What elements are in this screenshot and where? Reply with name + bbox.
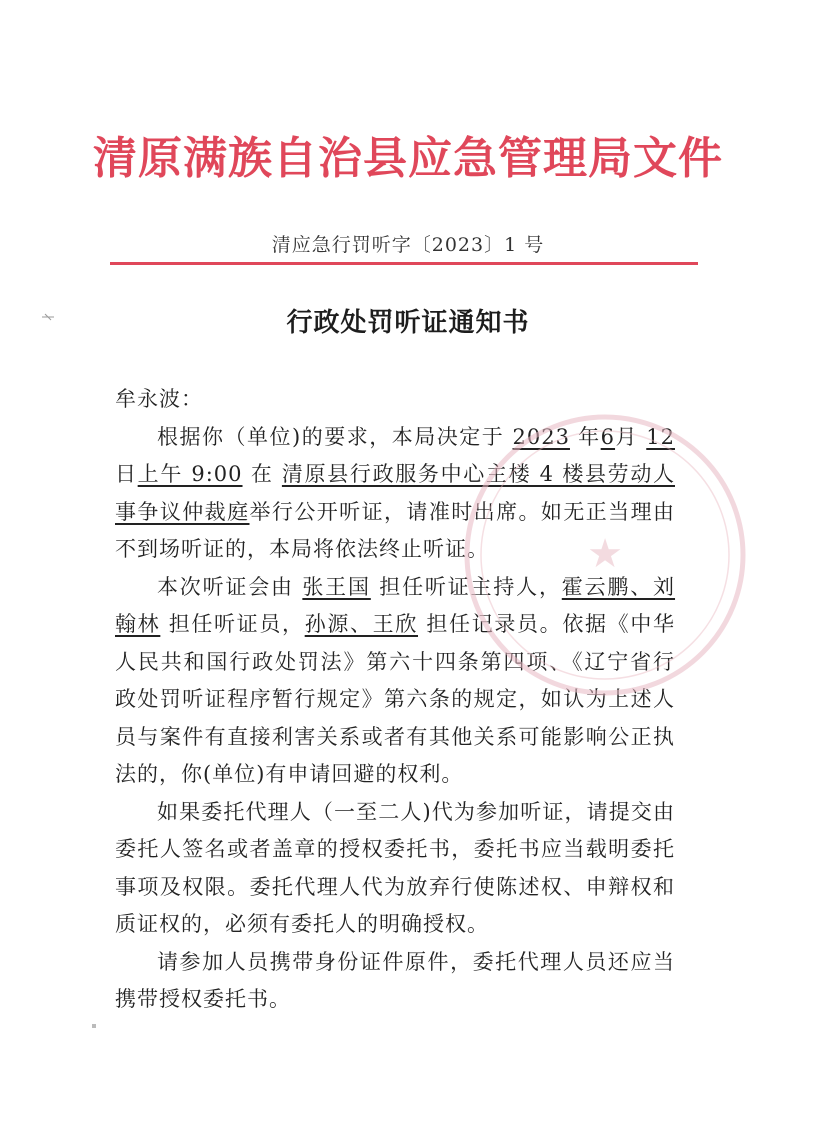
hearing-place: 清原县行政服务中心主楼 4 楼县劳动人事争议仲裁庭 — [115, 462, 675, 524]
addressee: 牟永波： — [115, 387, 203, 411]
p1-text-2: 年 — [578, 424, 601, 449]
document-title: 行政处罚听证通知书 — [286, 308, 530, 338]
hearing-year: 2023 — [512, 424, 570, 449]
p1-text-5: 在 — [250, 462, 274, 486]
p1-text-4: 日 — [115, 462, 138, 486]
hearing-day: 12 — [646, 424, 675, 449]
paragraph-documents-required: 请参加人员携带身份证件原件，委托代理人员还应当携带授权委托书。 — [115, 949, 675, 1011]
hearing-host-name: 张王国 — [302, 574, 371, 599]
p1-text-3: 月 — [615, 424, 639, 449]
p2-text-2: 担任听证主持人， — [379, 574, 562, 599]
p2-text-1: 本次听证会由 — [157, 574, 294, 599]
paragraph-hearing-schedule — [115, 419, 675, 569]
p2-text-4: 担任记录员。依据《中华人民共和国行政处罚法》第六十四条第四项、《辽宁省行政处罚听证程序暂行规定》第六条的规定，如认为上述人员与案件有直接利害关系或者有其他关系可能影响公正执法的，你(单位)有申请回避的权利。 — [115, 612, 676, 786]
document-number: 清应急行罚听字〔2023〕1 号 — [271, 234, 545, 256]
p1-text-1: 根据你（单位)的要求，本局决定于 — [157, 424, 505, 449]
svg-text:★: ★ — [587, 531, 623, 577]
red-divider-line — [110, 262, 698, 265]
hearing-time: 上午 9:00 — [137, 462, 243, 486]
recorder-names: 孙源、王欣 — [304, 612, 419, 636]
hearing-officer-names: 霍云鹏、刘翰林 — [115, 574, 676, 636]
paragraph-hearing-personnel — [115, 569, 675, 794]
scan-artifact-mark — [41, 312, 55, 322]
paragraph-agent-authorization: 如果委托代理人（一至二人)代为参加听证，请提交由委托人签名或者盖章的授权委托书，委托书应当载明委托事项及权限。委托代理人代为放弃行使陈述权、申辩权和质证权的，必须有委托人的明确授权。 — [115, 799, 675, 936]
p1-text-6: 举行公开听证，请准时出席。如无正当理由不到场听证的，本局将依法终止听证。 — [115, 499, 675, 561]
hearing-month: 6 — [600, 424, 616, 449]
notice-body — [115, 381, 675, 1019]
issuing-authority-header: 清原满族自治县应急管理局文件 — [93, 133, 723, 184]
p2-text-3: 担任听证员， — [168, 612, 305, 636]
scan-speck — [92, 1024, 96, 1028]
